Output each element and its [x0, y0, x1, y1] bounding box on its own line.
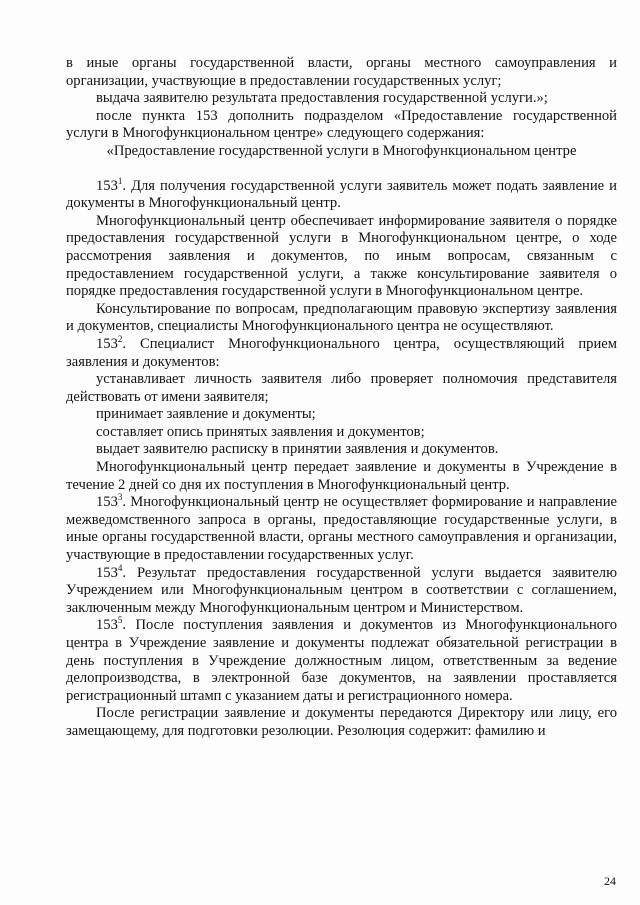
clause-153-4 [66, 562, 617, 618]
clause-superscript: 4 [117, 562, 123, 573]
document-body [66, 55, 617, 741]
paragraph-consulting: Консультирование по вопросам, предполагающим правовую экспертизу заявления и документов, специалисты Многофункционального центра не осуществляют. [66, 300, 617, 335]
paragraph-informing: Многофункциональный центр обеспечивает информирование заявителя о порядке предоставления государственной услуги в Многофункциональном центре, о ходе рассмотрения заявления и документов, по иным вопросам, связанным с предоставлением государственной услуги, а также консультирование заявителя о порядке предоставления государственной услуги в Многофункциональном центре. [66, 212, 617, 300]
clause-text: . Специалист Многофункционального центра, осуществляющий прием заявления и документов: [66, 335, 617, 370]
paragraph-transfer: Многофункциональный центр передает заявление и документы в Учреждение в течение 2 дней со дня их поступления в Многофункциональный центр. [66, 459, 617, 493]
list-item: составляет опись принятых заявления и документов; [96, 423, 425, 440]
paragraph-result-issuance: выдача заявителю результата предоставления государственной услуги.»; [96, 90, 548, 107]
clause-text: . После поступления заявления и документов из Многофункционального центра в Учреждение заявление и документы подлежат обязательной регистрации в день поступления в Учреждение должностным лицом, ответственным за ведение делопроизводства, в электронной базе документов, на заявлении проставляется регистрационный штамп с указанием даты и регистрационного номера. [66, 617, 617, 704]
clause-superscript: 1 [117, 175, 123, 186]
clause-superscript: 5 [117, 615, 123, 626]
paragraph-continuation: в иные органы государственной власти, органы местного самоуправления и организации, участвующие в предоставлении государственных услуг; [66, 55, 617, 89]
paragraph-amendment-intro: после пункта 153 дополнить подразделом «Предоставление государственной услуги в Многофункциональном центре» следующего содержания: [66, 107, 617, 142]
clause-text: . Многофункциональный центр не осуществляет формирование и направление межведомственного запроса в органы, предоставляющие государственные услуги, в иные органы государственной власти, органы местного самоуправления и организации, участвующие в предоставлении государственных услуг. [66, 494, 617, 564]
clause-153-2 [66, 333, 617, 371]
clause-153-3 [66, 494, 617, 564]
list-item: устанавливает личность заявителя либо проверяет полномочия представителя действовать от имени заявителя; [66, 371, 617, 405]
clause-superscript: 2 [117, 333, 123, 344]
clause-153-1 [66, 175, 617, 213]
clause-number: 153 [96, 335, 118, 352]
clause-superscript: 3 [117, 492, 123, 503]
page-number: 24 [604, 874, 616, 888]
clause-text: . Результат предоставления государственной услуги выдается заявителю Учреждением или Многофункциональным центром в соответствии с соглашением, заключенным между Многофункциональным центром и Министерством. [66, 564, 617, 616]
subsection-heading: «Предоставление государственной услуги в Многофункциональном центре [106, 142, 577, 159]
clause-number: 153 [96, 177, 118, 194]
list-item: выдает заявителю расписку в принятии заявления и документов. [96, 441, 499, 458]
clause-text: . Для получения государственной услуги заявитель может подать заявление и документы в Многофункциональный центр. [66, 177, 617, 212]
list-item: принимает заявление и документы; [96, 406, 316, 423]
clause-number: 153 [96, 494, 118, 511]
paragraph-registration-continues: После регистрации заявление и документы передаются Директору или лицу, его замещающему, для подготовки резолюции. Резолюция содержит: фамилию и [66, 705, 617, 739]
clause-number: 153 [96, 617, 118, 634]
clause-number: 153 [96, 564, 118, 581]
spacer [66, 161, 617, 178]
clause-153-5 [66, 617, 617, 705]
